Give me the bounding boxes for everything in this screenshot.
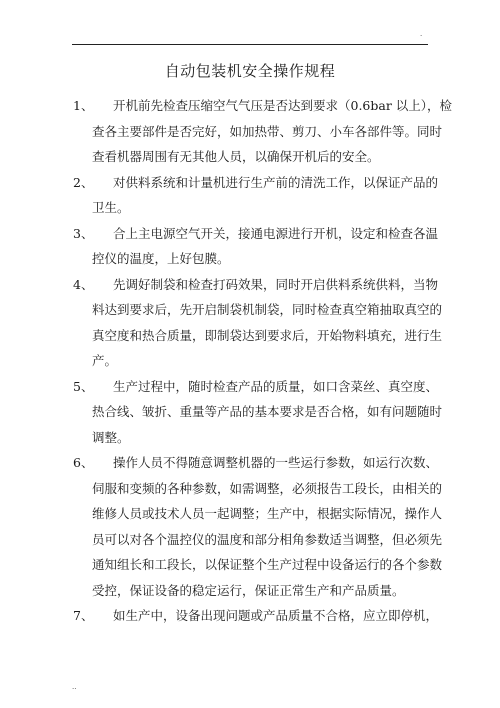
item-line: 生产过程中，随时检查产品的质量，如口含菜丝、真空度、 xyxy=(113,378,439,394)
procedure-item-3 xyxy=(0,221,500,272)
item-line: 查各主要部件是否完好，如加热带、剪刀、小车各部件等。同时 xyxy=(92,123,443,139)
item-line: 查看机器周围有无其他人员，以确保开机后的安全。 xyxy=(92,149,380,164)
item-line: 卫生。 xyxy=(92,200,130,215)
item-number: 6、 xyxy=(73,455,94,470)
item-number: 3、 xyxy=(73,225,94,241)
item-line: 维修人员或技术人员一起调整；生产中，根据实际情况，操作人 xyxy=(92,506,443,521)
procedure-item-7 xyxy=(0,603,500,629)
procedure-item-4 xyxy=(0,272,500,374)
procedure-item-6 xyxy=(0,450,500,603)
item-line: 通知组长和工段长，以保证整个生产过程中设备运行的各个参数 xyxy=(92,557,443,572)
item-line: 真空度和热合质量，即制袋达到要求后，开始物料填充，进行生 xyxy=(92,327,443,343)
item-line: 产。 xyxy=(92,353,118,368)
procedure-item-2 xyxy=(0,170,500,221)
item-line: 受控，保证设备的稳定运行，保证正常生产和产品质量。 xyxy=(92,582,405,598)
item-line: 操作人员不得随意调整机器的一些运行参数，如运行次数、 xyxy=(113,455,439,470)
document-title: 自动包装机安全操作规程 xyxy=(164,62,336,80)
item-number: 2、 xyxy=(73,174,94,190)
item-line: 对供料系统和计量机进行生产前的清洗工作，以保证产品的 xyxy=(113,174,439,190)
item-line: 员可以对各个温控仪的温度和部分相角参数适当调整，但必须先 xyxy=(92,531,443,547)
procedure-item-1 xyxy=(0,93,500,170)
procedure-item-5 xyxy=(0,374,500,451)
footer-mark: .. xyxy=(72,683,77,691)
item-line: 控仪的温度，上好包膜。 xyxy=(92,251,230,266)
item-line: 合上主电源空气开关，接通电源进行开机，设定和检查各温 xyxy=(113,225,439,241)
item-line: 料达到要求后，先开启制袋机制袋，同时检查真空箱抽取真空的 xyxy=(92,302,443,317)
item-number: 1、 xyxy=(73,98,94,113)
item-number: 4、 xyxy=(73,276,94,292)
item-number: 7、 xyxy=(73,608,94,623)
procedure-list xyxy=(0,93,500,629)
header-rule xyxy=(72,44,428,45)
item-line: 开机前先检查压缩空气气压是否达到要求（0.6bar 以上），检 xyxy=(113,98,453,113)
header-mark: . xyxy=(420,30,423,38)
item-line: 热合线、皱折、重量等产品的基本要求是否合格，如有问题随时 xyxy=(92,404,443,419)
item-line: 调整。 xyxy=(92,429,130,445)
item-number: 5、 xyxy=(73,378,94,394)
item-line: 先调好制袋和检查打码效果，同时开启供料系统供料，当物 xyxy=(113,276,439,292)
item-line: 伺服和变频的各种参数，如需调整，必须报告工段长，由相关的 xyxy=(92,480,443,496)
item-line: 如生产中，设备出现问题或产品质量不合格，应立即停机， xyxy=(113,608,439,623)
